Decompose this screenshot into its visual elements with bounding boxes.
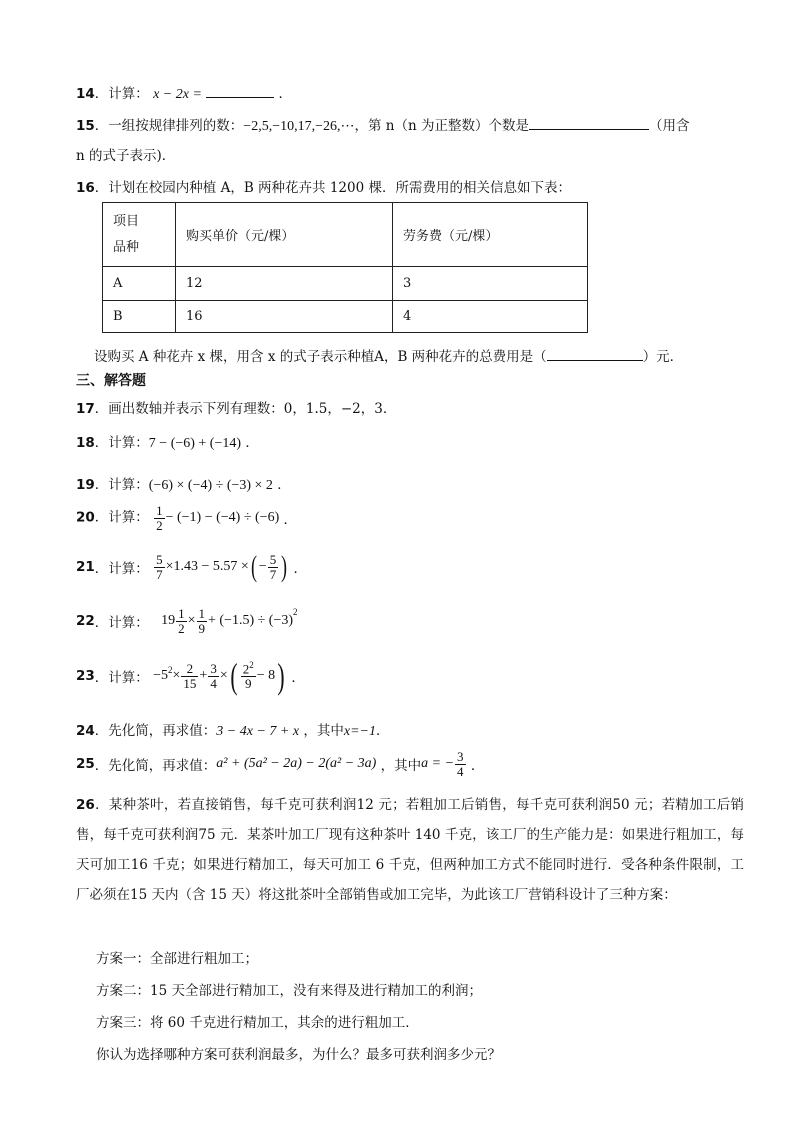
math-expression: − (−1) − (−4) ÷ (−6) [165, 510, 280, 526]
question-number: 23 [76, 668, 95, 684]
question-number: 25 [76, 756, 95, 773]
question-17: 17．画出数轴并表示下列有理数：0，1.5，−2，3． [76, 401, 397, 417]
question-24: 24．先化简，再求值：3 − 4x − 7 + x ，其中x=−1． [76, 723, 390, 739]
question-number: 26 [76, 797, 95, 813]
answer-blank [206, 97, 274, 98]
question-16-continued: 设购买 A 种花卉 x 棵，用含 x 的式子表示种植A，B 两种花卉的总费用是（ ）元． [94, 349, 684, 365]
plan-3: 方案三：将 60 千克进行精加工，其余的进行粗加工． [96, 1015, 419, 1031]
table-row: A 12 3 [103, 267, 588, 301]
fraction: $\frac{2^2}{9}$ [242, 660, 254, 692]
answer-blank [529, 129, 649, 130]
final-question: 你认为选择哪种方案可获利润最多，为什么？最多可获利润多少元？ [96, 1047, 501, 1063]
math-expression: a² + (5a² − 2a) − 2(a² − 3a) [216, 756, 377, 772]
question-18: 18．计算：7 − (−6) + (−14) ． [76, 435, 259, 451]
flower-cost-table [102, 202, 588, 333]
question-prefix: 计算： [108, 86, 149, 102]
math-expression: x − 2x = [153, 87, 202, 102]
math-expression: 7 − (−6) + (−14) [148, 436, 242, 451]
fraction: $\frac{1}{9}$ [198, 606, 205, 636]
math-expression: + (−1.5) ÷ (−3) [208, 613, 294, 629]
math-expression: ×1.43 − 5.57 × [165, 559, 249, 574]
question-26: 26．某种茶叶，若直接销售，每千克可获利润12 元；若粗加工后销售，每千克可获利润50 元；若精加工后销售，每千克可获利润75 元．某茶叶加工厂现有这种茶叶 140 千克，该工厂的生产能力是：如果进行粗加工，每天可加工16 千克；如果进行精加工，每天可加工 6 千克，但两种加工方式不能同时进行．受各种条件限制，工厂必须在15 天内（含 15 天）将这批茶叶全部销售或加工完毕，为此该工厂营销科设计了三种方案： [76, 797, 744, 903]
question-15-continued: n 的式子表示)． [76, 148, 176, 164]
table-header-labor: 劳务费（元/棵） [393, 203, 588, 267]
fraction: $\frac{3}{4}$ [210, 660, 217, 691]
question-number: 21 [76, 559, 95, 575]
answer-blank [547, 360, 643, 361]
question-25: 25．先化简，再求值：a² + (5a² − 2a) − 2(a² − 3a) ，其中a = − $\frac{3}{4}$ ． [76, 749, 485, 779]
fraction: $\frac{3}{4}$ [457, 749, 464, 779]
question-number: 20 [76, 509, 95, 526]
plan-2: 方案二：15 天全部进行精加工，没有来得及进行精加工的利润； [96, 983, 482, 999]
math-expression: 3 − 4x − 7 + x [216, 724, 300, 739]
question-number: 19 [76, 477, 95, 493]
question-number: 15 [76, 118, 95, 134]
question-20: 20．计算： $\frac{1}{2}$ − (−1) − (−4) ÷ (−6) ． [76, 503, 298, 533]
table-header-price: 购买单价（元/棵） [176, 203, 393, 267]
table-header-row [103, 203, 588, 267]
fraction: $\frac{5}{7}$ [269, 551, 277, 582]
question-number: 14 [76, 86, 95, 102]
question-14: 14．计算： x − 2x = ． [76, 86, 293, 102]
table-row: B 16 4 [103, 301, 588, 333]
fraction: $\frac{1}{2}$ [156, 503, 163, 533]
section-heading: 三、解答题 [76, 373, 146, 389]
question-15: 15．一组按规律排列的数：−2,5,−10,17,−26,⋯，第 n（n 为正整数）个数是 （用含 [76, 118, 690, 134]
table-corner-cell: 项目 品种 [103, 203, 176, 267]
question-22: 22．计算： 19 $\frac{1}{2}$ × $\frac{1}{9}$ + $(-1.5) \div (-3)^2$ [76, 606, 298, 636]
question-number: 18 [76, 435, 95, 451]
question-number: 22 [76, 613, 95, 630]
question-16: 16．计划在校园内种植 A，B 两种花卉共 1200 棵．所需费用的相关信息如下表： [76, 180, 571, 196]
fraction: $\frac{5}{7}$ [156, 551, 163, 582]
question-number: 24 [76, 723, 95, 739]
question-23: 23．计算： $-5^2\times$ $\frac{2}{15}$ + $\frac{3}{4}$ ×( $\frac{2^2}{9}$ − 8) ． [76, 656, 305, 696]
fraction: $\frac{2}{15}$ [183, 660, 197, 691]
question-number: 16 [76, 180, 95, 196]
question-19: 19．计算：(−6) × (−4) ÷ (−3) × 2 ． [76, 477, 291, 493]
question-21: 21．计算： $\frac{5}{7}$ ×1.43 − 5.57 ×( − $\frac{5}{7}$ ) ． [76, 550, 307, 583]
question-body: 某种茶叶，若直接销售，每千克可获利润12 元；若粗加工后销售，每千克可获利润50 元；若精加工后销售，每千克可获利润75 元．某茶叶加工厂现有这种茶叶 140 千克，该工厂的生产能力是：如果进行粗加工，每天可加工16 千克；如果进行精加工，每天可加工 6 千克，但两种加工方式不能同时进行．受各种条件限制，工厂必须在15 天内（含 15 天）将这批茶叶全部销售或加工完毕，为此该工厂营销科设计了三种方案： [76, 797, 744, 903]
question-number: 17 [76, 401, 95, 417]
plan-1: 方案一：全部进行粗加工； [96, 951, 258, 967]
number-sequence: −2,5,−10,17,−26,⋯ [243, 119, 355, 134]
fraction: $\frac{1}{2}$ [178, 606, 185, 636]
math-expression: (−6) × (−4) ÷ (−3) × 2 [148, 478, 273, 493]
